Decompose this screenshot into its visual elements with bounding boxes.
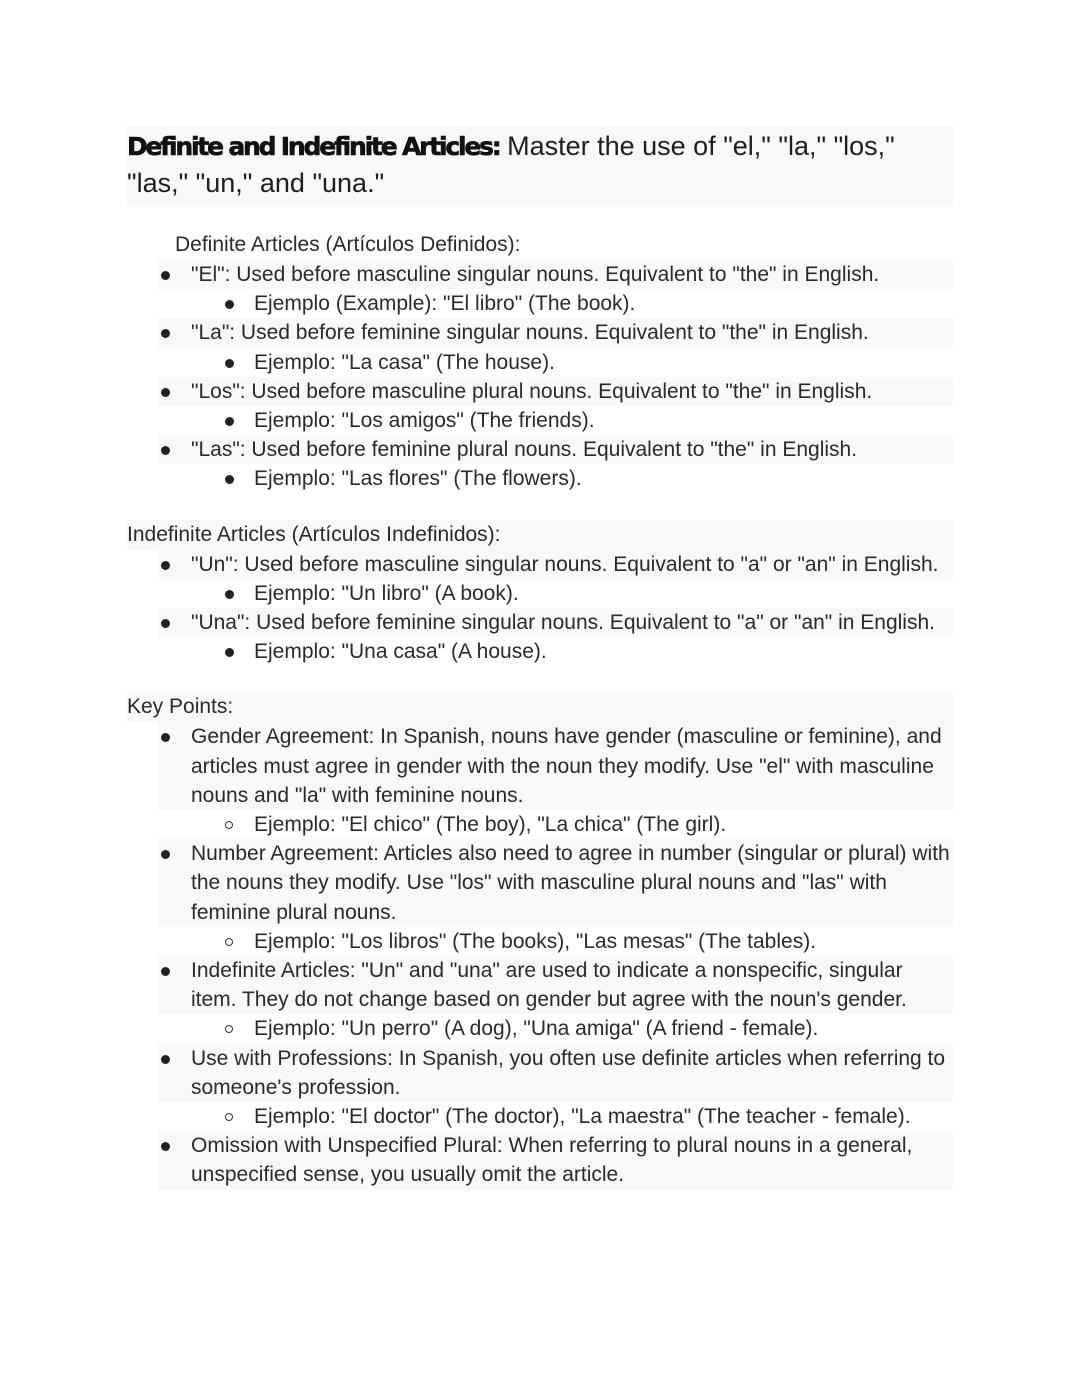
example-text-content: Ejemplo (Example): "El libro" (The book). <box>254 292 636 316</box>
list-item <box>127 260 953 318</box>
bullet-text-content: Use with Professions: In Spanish, you often use definite articles when referring to someone's profession. <box>191 1046 946 1099</box>
bullet-dot-icon <box>225 648 234 657</box>
bullet-dot-icon <box>225 590 234 599</box>
bullet-text <box>158 550 953 579</box>
example-text-content: Ejemplo: "La casa" (The house). <box>254 350 555 374</box>
bullet-text <box>158 839 953 927</box>
example-text-content: Ejemplo: "Los amigos" (The friends). <box>254 409 595 433</box>
example-text <box>127 579 953 608</box>
bullet-text-content: "Las": Used before feminine plural nouns. Equivalent to "the" in English. <box>191 438 858 462</box>
bullet-text <box>158 377 953 406</box>
key-points-list <box>127 722 953 1189</box>
bullet-dot-icon <box>225 417 234 426</box>
bullet-text-content: Number Agreement: Articles also need to agree in number (singular or plural) with the nouns they modify. Use "los" with masculine plural nouns and "las" with feminine plural nouns. <box>191 842 950 924</box>
bullet-text <box>158 608 953 637</box>
title-rest: Master the use of "el," "la," "los," "las," "un," and "una." <box>127 131 895 198</box>
example-text <box>127 348 953 377</box>
bullet-text <box>158 260 953 289</box>
bullet-dot-icon <box>161 967 170 976</box>
bullet-text <box>158 1131 953 1189</box>
list-item <box>127 722 953 839</box>
list-item <box>127 435 953 493</box>
bullet-text-content: "El": Used before masculine singular nouns. Equivalent to "the" in English. <box>191 263 880 286</box>
example-text-content: Ejemplo: "Una casa" (A house). <box>254 640 547 664</box>
bullet-circle-icon <box>225 1113 233 1121</box>
example-text-content: Ejemplo: "El doctor" (The doctor), "La maestra" (The teacher - female). <box>254 1105 911 1129</box>
title-bold-lead: Definite and Indefinite Articles: <box>127 132 500 161</box>
example-text-content: Ejemplo: "Un perro" (A dog), "Una amiga" (A friend - female). <box>254 1017 819 1041</box>
bullet-circle-icon <box>225 821 233 829</box>
document-page <box>127 126 953 1190</box>
example-text <box>127 464 953 493</box>
example-text <box>127 637 953 666</box>
key-points-heading: Key Points: <box>127 692 953 722</box>
example-text-content: Ejemplo: "Las flores" (The flowers). <box>254 467 582 491</box>
bullet-text <box>158 956 953 1014</box>
list-item <box>127 550 953 608</box>
example-text-content: Ejemplo: "Un libro" (A book). <box>254 581 519 605</box>
list-item <box>127 1044 953 1132</box>
bullet-dot-icon <box>161 850 170 859</box>
bullet-text <box>158 318 953 347</box>
bullet-text <box>158 1044 953 1102</box>
example-text <box>127 1102 953 1131</box>
bullet-text-content: "Los": Used before masculine plural nouns. Equivalent to "the" in English. <box>191 379 873 403</box>
bullet-dot-icon <box>161 271 170 280</box>
bullet-dot-icon <box>161 733 170 742</box>
document-title <box>127 126 953 207</box>
example-text <box>127 927 953 956</box>
bullet-text-content: "Una": Used before feminine singular nouns. Equivalent to "a" or "an" in English. <box>191 611 935 635</box>
bullet-text <box>158 435 953 464</box>
bullet-dot-icon <box>161 1142 170 1151</box>
bullet-text <box>158 722 953 810</box>
bullet-text-content: Omission with Unspecified Plural: When referring to plural nouns in a general, unspecified sense, you usually omit the article. <box>191 1134 913 1187</box>
definite-articles-heading: Definite Articles (Artículos Definidos): <box>175 233 521 256</box>
list-item <box>127 839 953 956</box>
list-item <box>127 608 953 666</box>
bullet-text-content: "La": Used before feminine singular nouns. Equivalent to "the" in English. <box>191 321 869 345</box>
indefinite-articles-list <box>127 550 953 667</box>
example-text <box>127 289 953 318</box>
bullet-dot-icon <box>161 1055 170 1064</box>
example-text <box>127 810 953 839</box>
bullet-dot-icon <box>225 300 234 309</box>
list-item <box>127 377 953 435</box>
bullet-dot-icon <box>161 446 170 455</box>
bullet-dot-icon <box>225 359 234 368</box>
bullet-dot-icon <box>161 329 170 338</box>
example-text-content: Ejemplo: "El chico" (The boy), "La chica" (The girl). <box>254 813 727 837</box>
bullet-dot-icon <box>225 475 234 484</box>
bullet-circle-icon <box>225 1025 233 1033</box>
definite-articles-list <box>127 260 953 494</box>
bullet-dot-icon <box>161 619 170 628</box>
indefinite-articles-heading: Indefinite Articles (Artículos Indefinidos): <box>127 520 953 550</box>
list-item <box>127 318 953 376</box>
example-text <box>127 1014 953 1043</box>
bullet-dot-icon <box>161 388 170 397</box>
bullet-text-content: "Un": Used before masculine singular nouns. Equivalent to "a" or "an" in English. <box>191 552 939 576</box>
list-item <box>127 956 953 1044</box>
example-text-content: Ejemplo: "Los libros" (The books), "Las mesas" (The tables). <box>254 929 817 953</box>
bullet-text-content: Indefinite Articles: "Un" and "una" are used to indicate a nonspecific, singular item. They do not change based on gender but agree with the noun's gender. <box>191 959 907 1012</box>
example-text <box>127 406 953 435</box>
bullet-text-content: Gender Agreement: In Spanish, nouns have gender (masculine or feminine), and articles must agree in gender with the noun they modify. Use "el" with masculine nouns and "la" with feminine nouns. <box>191 725 942 807</box>
list-item <box>127 1131 953 1189</box>
bullet-dot-icon <box>161 561 170 570</box>
bullet-circle-icon <box>225 938 233 946</box>
